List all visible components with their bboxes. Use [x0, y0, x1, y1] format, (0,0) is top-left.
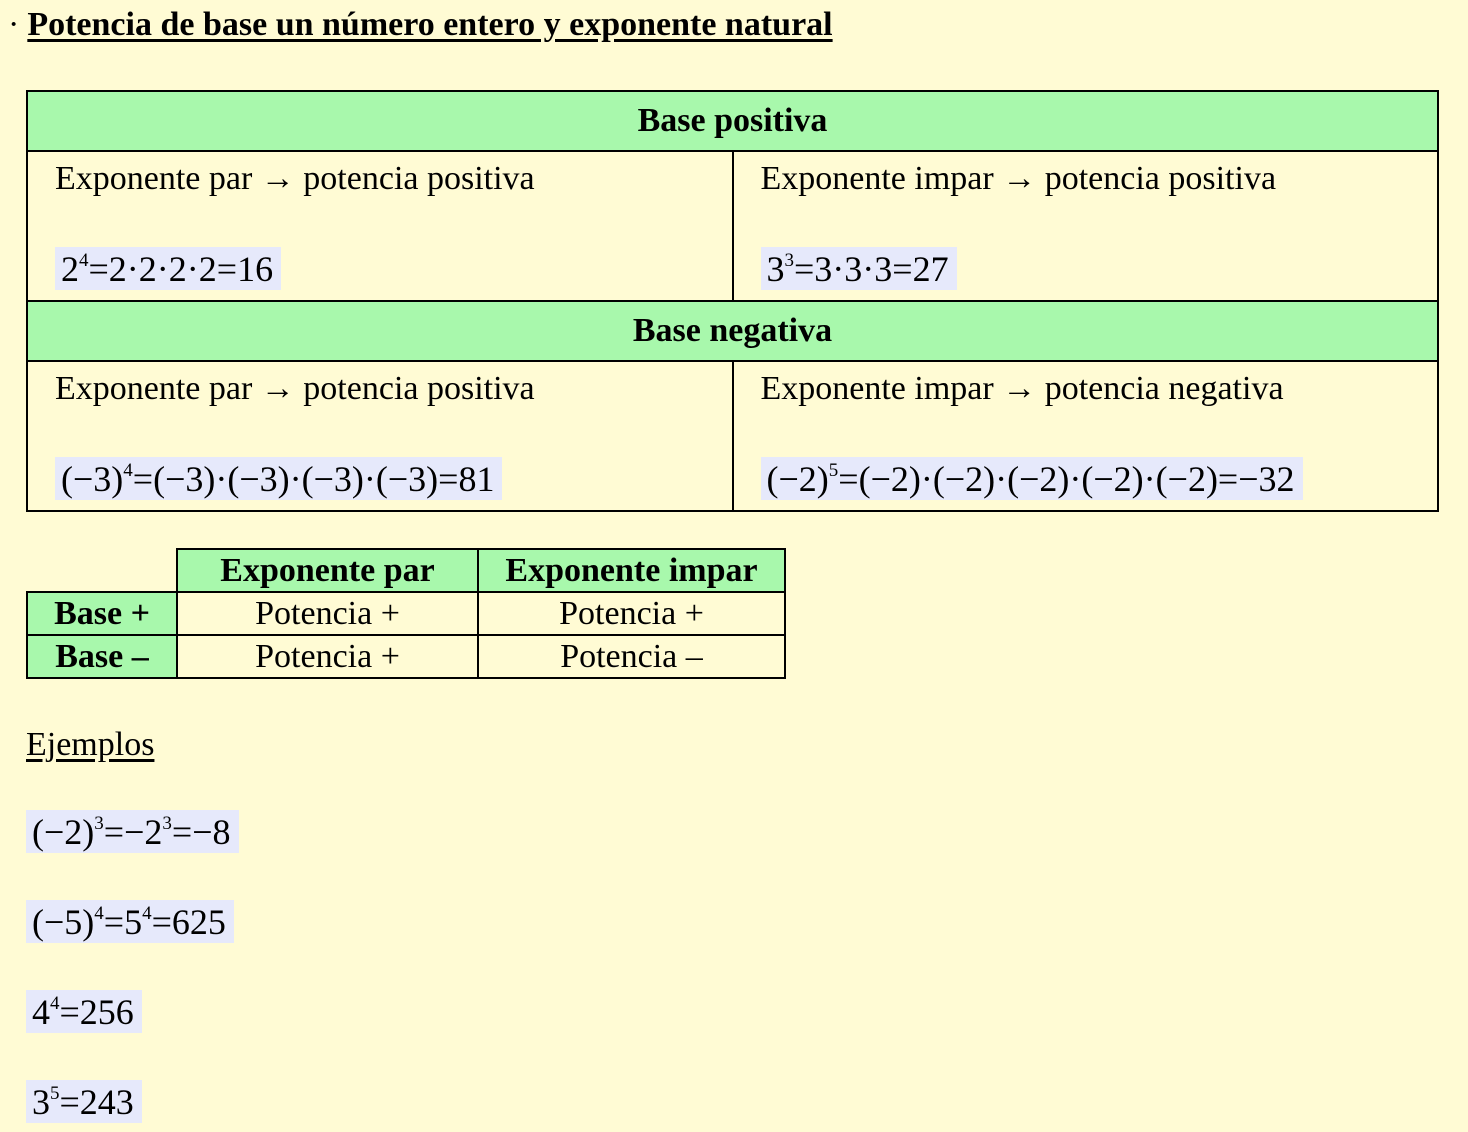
sign-summary-table: [26, 548, 786, 679]
formula: $(-3)^4=(-3)\cdot(-3)\cdot(-3)\cdot(-3)=81$: [55, 457, 502, 500]
rule-text: Exponente par → potencia positiva: [55, 370, 535, 407]
col-header-odd: Exponente impar: [478, 549, 785, 592]
power-rules-table: [26, 90, 1439, 512]
formula: $(-2)^5=(-2)\cdot(-2)\cdot(-2)\cdot(-2)\cdot(-2)=-32$: [761, 457, 1303, 500]
row-header-base-negative: Base –: [27, 635, 177, 678]
example-formula: $4^4=256$: [26, 990, 142, 1033]
row-header-base-positive: Base +: [27, 592, 177, 635]
positive-odd-cell: [733, 151, 1439, 301]
formula: $2^4=2\cdot 2\cdot 2\cdot 2=16$: [55, 247, 281, 290]
table-cell: Potencia –: [478, 635, 785, 678]
corner-cell: [27, 549, 177, 592]
table-cell: Potencia +: [177, 592, 478, 635]
col-header-even: Exponente par: [177, 549, 478, 592]
negative-odd-cell: [733, 361, 1439, 511]
positive-even-cell: [27, 151, 733, 301]
negative-base-header: Base negativa: [27, 301, 1438, 361]
example-formula: $(-5)^4=5^4=625$: [26, 900, 234, 943]
positive-base-header: Base positiva: [27, 91, 1438, 151]
table-cell: Potencia +: [478, 592, 785, 635]
formula: $3^3=3\cdot 3\cdot 3=27$: [761, 247, 957, 290]
example-formula: $3^5=243$: [26, 1080, 142, 1123]
page-title: Potencia de base un número entero y exponente natural: [27, 6, 833, 43]
bullet: ·: [8, 6, 20, 43]
rule-text: Exponente impar → potencia negativa: [760, 370, 1284, 407]
rule-text: Exponente impar → potencia positiva: [760, 160, 1277, 197]
table-cell: Potencia +: [177, 635, 478, 678]
examples-label: Ejemplos: [26, 726, 155, 763]
example-formula: $(-2)^3=-2^3=-8$: [26, 810, 239, 853]
negative-even-cell: [27, 361, 733, 511]
rule-text: Exponente par → potencia positiva: [55, 160, 535, 197]
page-heading: [8, 6, 833, 44]
